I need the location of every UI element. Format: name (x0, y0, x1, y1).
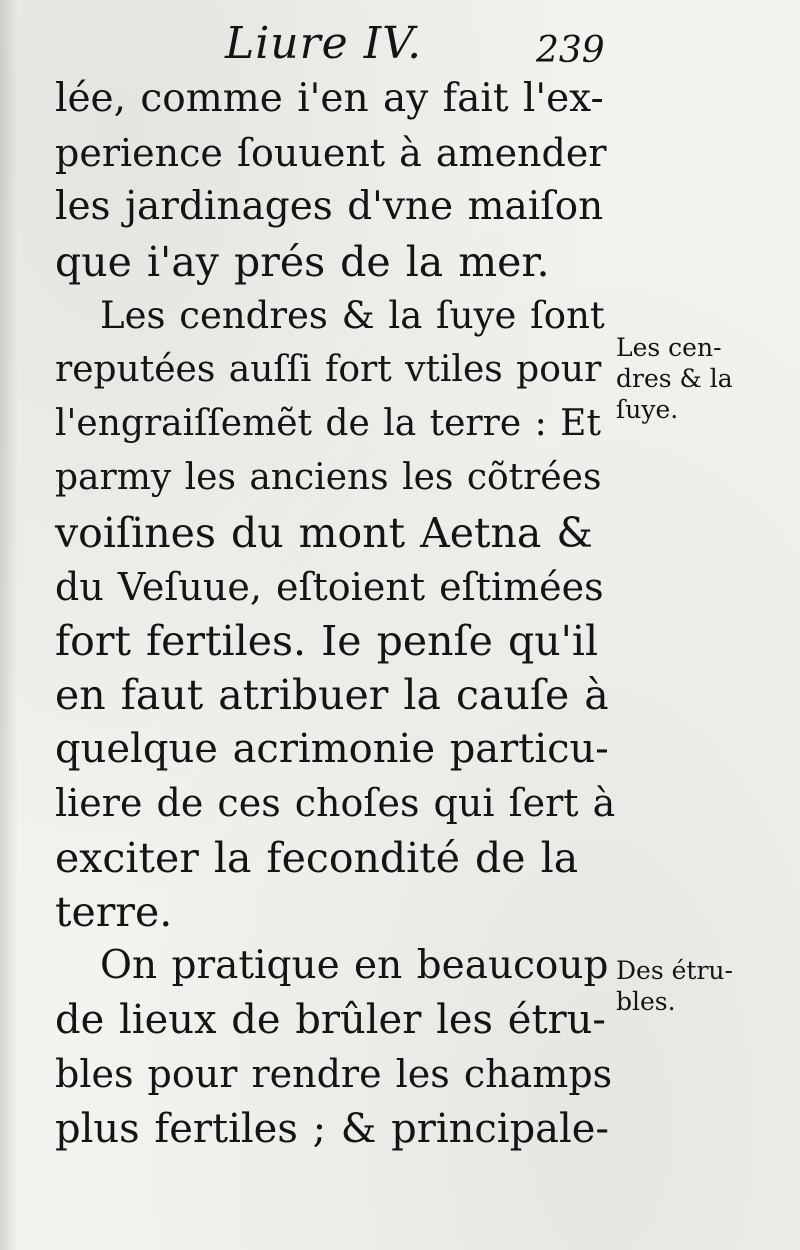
text-line: voiſines du mont Aetna & (55, 508, 593, 557)
text-line: lée, comme i'en ay fait l'ex- (55, 76, 604, 121)
paragraph-start-line: On pratique en beaucoup (100, 943, 609, 988)
margin-note-line: Des étru- (616, 956, 733, 985)
margin-note-etrubles (616, 955, 746, 1017)
text-line: que i'ay prés de la mer. (55, 237, 550, 286)
text-line: perience ſouuent à amender (55, 131, 607, 176)
margin-note-line: Les cen- (616, 333, 722, 362)
text-line: du Veſuue, eſtoient eſtimées (55, 564, 604, 609)
text-line: bles pour rendre les champs (55, 1052, 613, 1097)
text-line: de lieux de brûler les étru- (55, 997, 606, 1044)
text-line: en faut atribuer la cauſe à (55, 671, 609, 720)
margin-note-line: dres & la (616, 364, 733, 393)
paragraph-start-line: Les cendres & la ſuye ſont (100, 293, 605, 337)
text-line: quelque acrimonie particu- (55, 726, 609, 773)
text-line: fort fertiles. Ie penſe qu'il (55, 616, 599, 665)
text-line: reputées auſſi fort vtiles pour (55, 348, 602, 390)
text-line: plus fertiles ; & principale- (55, 1105, 609, 1152)
margin-note-line: ſuye. (616, 395, 679, 424)
text-line: l'engraiſſemẽt de la terre : Et (55, 403, 601, 445)
text-line: exciter la fecondité de la (55, 833, 579, 882)
text-line: les jardinages d'vne maiſon (55, 184, 604, 230)
page-number: 239 (536, 30, 605, 71)
margin-note-line: bles. (616, 987, 676, 1016)
running-title: Liure IV. (225, 18, 423, 69)
text-line: terre. (55, 887, 173, 936)
text-line: parmy les anciens les cõtrées (55, 457, 602, 499)
text-line: liere de ces choſes qui ſert à (55, 781, 616, 826)
body-text (55, 72, 615, 1156)
margin-note-cendres (616, 332, 746, 425)
